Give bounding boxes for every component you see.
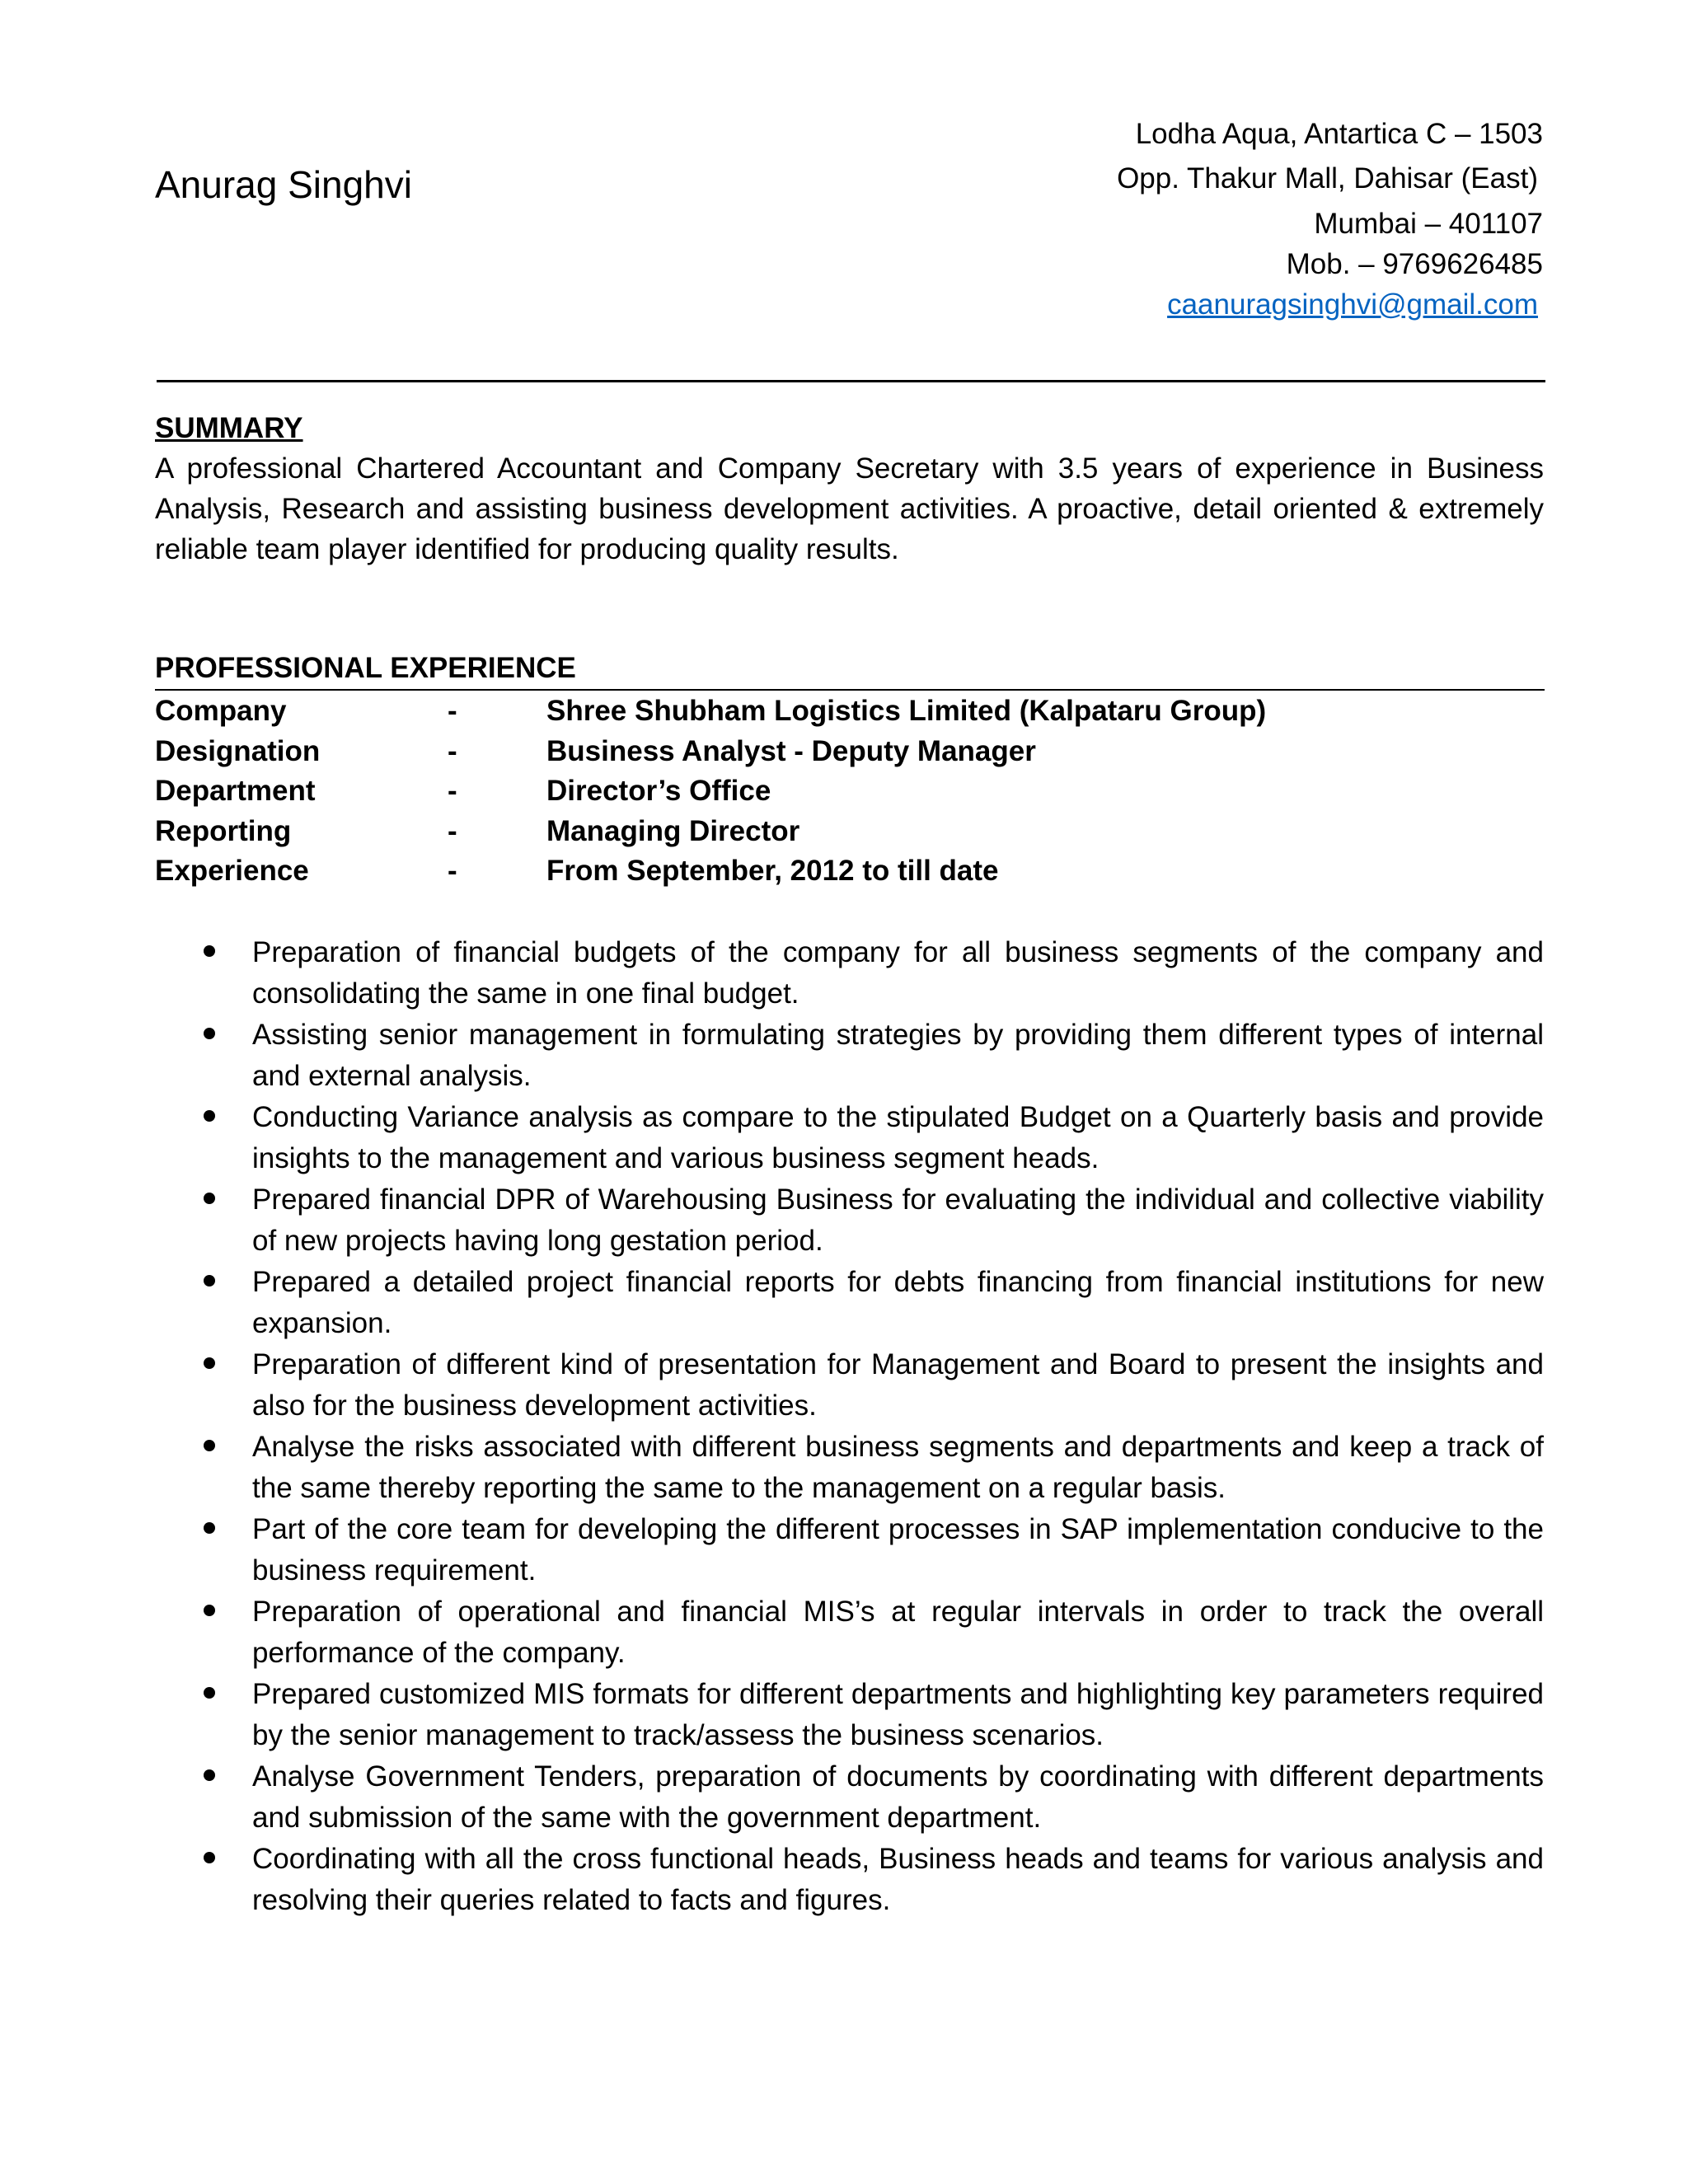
detail-separator: -: [448, 814, 457, 847]
list-item-text: Analyse the risks associated with different business segments and departments and keep a track of the same thereby reporting the same to the management on a regular basis.: [252, 1431, 1544, 1504]
detail-row-designation: [155, 732, 1545, 772]
list-item-text: Prepared a detailed project financial reports for debts financing from financial institutions for new expansion.: [252, 1266, 1544, 1339]
detail-row-department: [155, 771, 1545, 812]
email-link[interactable]: caanuragsinghvi@gmail.com: [1167, 288, 1538, 321]
detail-label: Experience: [155, 855, 309, 887]
contact-block: [801, 114, 1543, 325]
bullet-icon: [204, 1357, 215, 1369]
list-item: [0, 1591, 1688, 1674]
list-item: [0, 1756, 1688, 1839]
list-item-text: Part of the core team for developing the different processes in SAP implementation conducive to the business requirement.: [252, 1513, 1544, 1586]
bullet-icon: [204, 1769, 215, 1781]
detail-value: Business Analyst - Deputy Manager: [546, 734, 1036, 767]
detail-separator: -: [448, 734, 457, 767]
bullet-icon: [204, 1110, 215, 1122]
mobile-number: Mob. – 9769626485: [1286, 248, 1543, 280]
detail-row-experience: [155, 851, 1545, 892]
bullet-icon: [204, 1028, 215, 1039]
detail-value: Managing Director: [546, 814, 800, 847]
bullet-icon: [204, 1687, 215, 1699]
bullet-icon: [204, 1275, 215, 1286]
detail-separator: -: [448, 775, 457, 807]
list-item: [0, 932, 1688, 1015]
detail-label: Reporting: [155, 814, 292, 847]
list-item: [0, 1344, 1688, 1427]
address-city: Mumbai – 401107: [1314, 208, 1543, 240]
list-item-text: Preparation of financial budgets of the company for all business segments of the company and consolidating the same in one final budget.: [252, 936, 1544, 1010]
list-item-text: Coordinating with all the cross functional heads, Business heads and teams for various analysis and resolving their queries related to facts and figures.: [252, 1843, 1544, 1916]
list-item-text: Analyse Government Tenders, preparation of documents by coordinating with different departments and submission of the same with the government department.: [252, 1760, 1544, 1834]
list-item-text: Prepared customized MIS formats for different departments and highlighting key parameters required by the senior management to track/assess the business scenarios.: [252, 1678, 1544, 1751]
candidate-name: Anurag Singhvi: [155, 163, 412, 206]
bullet-icon: [204, 1193, 215, 1204]
list-item-text: Preparation of different kind of presentation for Management and Board to present the insights and also for the business development activities.: [252, 1348, 1544, 1422]
list-item: [0, 1427, 1688, 1509]
address-line-1: Lodha Aqua, Antartica C – 1503: [1135, 118, 1543, 150]
detail-label: Department: [155, 775, 316, 807]
header-divider: [157, 380, 1545, 382]
list-item-text: Assisting senior management in formulating strategies by providing them different types of internal and external analysis.: [252, 1019, 1544, 1092]
list-item: [0, 1015, 1688, 1097]
detail-value: From September, 2012 to till date: [546, 855, 999, 887]
list-item-text: Prepared financial DPR of Warehousing Business for evaluating the individual and collective viability of new projects having long gestation period.: [252, 1183, 1544, 1257]
detail-label: Company: [155, 695, 287, 727]
detail-value: Shree Shubham Logistics Limited (Kalpataru Group): [546, 695, 1267, 727]
detail-label: Designation: [155, 734, 321, 767]
list-item: [0, 1509, 1688, 1591]
experience-details: [155, 691, 1545, 892]
detail-row-reporting: [155, 812, 1545, 852]
summary-heading: SUMMARY: [155, 412, 303, 444]
responsibilities-list: [0, 932, 1688, 1921]
address-line-2: Opp. Thakur Mall, Dahisar (East): [1117, 162, 1538, 194]
experience-heading: PROFESSIONAL EXPERIENCE: [155, 652, 576, 684]
list-item-text: Conducting Variance analysis as compare to the stipulated Budget on a Quarterly basis and provide insights to the management and various business segment heads.: [252, 1101, 1544, 1174]
list-item: [0, 1839, 1688, 1921]
list-item: [0, 1097, 1688, 1179]
bullet-icon: [204, 945, 215, 957]
detail-separator: -: [448, 855, 457, 887]
list-item-text: Preparation of operational and financial MIS’s at regular intervals in order to track the overall performance of the company.: [252, 1596, 1544, 1669]
detail-row-company: [155, 691, 1545, 732]
list-item: [0, 1179, 1688, 1262]
bullet-icon: [204, 1440, 215, 1451]
bullet-icon: [204, 1522, 215, 1534]
summary-text: A professional Chartered Accountant and Company Secretary with 3.5 years of experience in Business Analysis, Research and assisting business development activities. A proactive, detail oriented & extremely reliable team player identified for producing quality results.: [155, 452, 1544, 565]
list-item: [0, 1262, 1688, 1344]
detail-value: Director’s Office: [546, 775, 771, 807]
list-item: [0, 1674, 1688, 1756]
bullet-icon: [204, 1605, 215, 1616]
detail-separator: -: [448, 695, 457, 727]
experience-divider: [155, 689, 1545, 691]
bullet-icon: [204, 1852, 215, 1863]
